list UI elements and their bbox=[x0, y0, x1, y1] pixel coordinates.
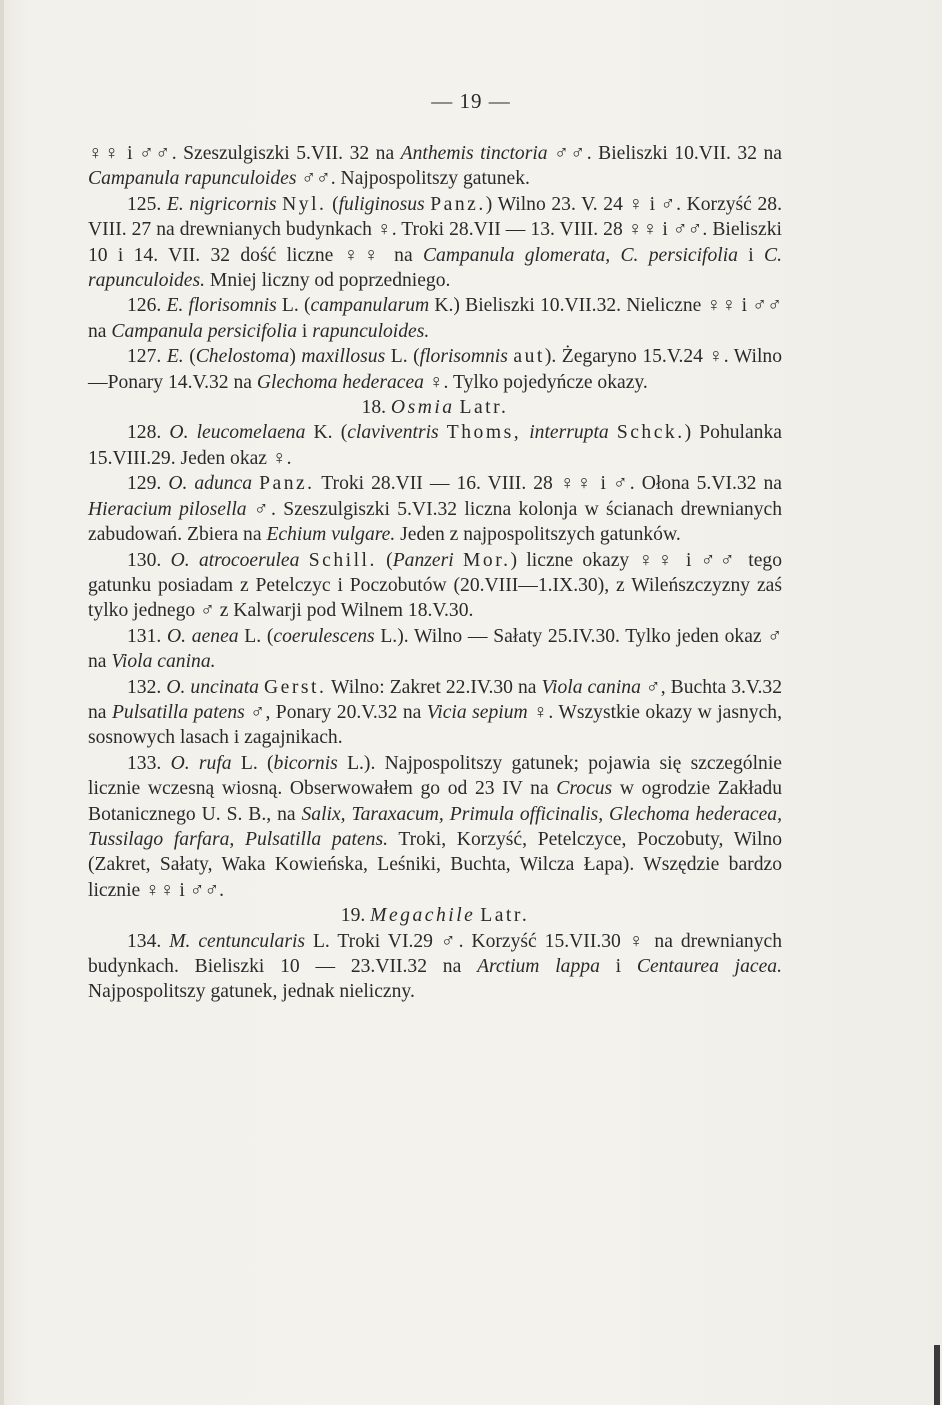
taxon-name: Centaurea jacea. bbox=[636, 956, 782, 977]
species-entry bbox=[88, 293, 782, 344]
text-run: Troki, Korzyść, Petelczyce, Poczobuty, Wilno (Zakret, Sałaty, Waka Kowieńska, Leśniki, Buchta, Wilcza Łapa). Wszędzie bardzo licznie ♀♀ i ♂♂. bbox=[88, 828, 782, 901]
text-run: Panz. bbox=[259, 473, 315, 495]
text-run: ) liczne okazy ♀♀ i ♂♂ tego gatunku posiadam z Petelczyc i Poczobutów (20.VIII—1.IX.30), z Wileńszczyzny zaś tylko jednego ♂ z Kalwarji pod Wilnem 18.V.30. bbox=[88, 549, 782, 622]
taxon-name: Campanula rapunculoides bbox=[88, 168, 297, 190]
text-run: L.). Najpospolitszy gatunek; pojawia się szczególnie licznie wczesną wiosną. Obserwowałem go od 23 IV na bbox=[88, 752, 782, 800]
taxon-name: bicornis bbox=[273, 752, 338, 774]
section-heading bbox=[88, 395, 782, 420]
text-run: Latr. bbox=[480, 905, 530, 927]
taxon-name: O. leucomelaena bbox=[169, 422, 306, 444]
text-run: ) Pohulanka 15.VIII.29. Jeden okaz ♀. bbox=[88, 422, 782, 469]
taxon-name: interrupta bbox=[529, 422, 609, 444]
text-run: 133. bbox=[127, 752, 171, 774]
text-run: Thoms, bbox=[446, 422, 522, 444]
text-run: w ogrodzie Zakładu Botanicznego U. S. B., na bbox=[88, 778, 782, 825]
taxon-name: C. rapunculoides. bbox=[88, 244, 782, 292]
taxon-name: campanularum bbox=[310, 295, 430, 317]
taxon-name: O. rufa bbox=[170, 752, 232, 774]
text-run: L. ( bbox=[238, 625, 274, 647]
text-run: L. ( bbox=[276, 295, 311, 317]
text-run bbox=[609, 422, 617, 443]
text-run: Nyl. bbox=[282, 193, 327, 215]
text-run: K. ( bbox=[305, 422, 348, 444]
taxon-name: maxillosus bbox=[301, 346, 386, 368]
text-run: 126. bbox=[127, 295, 167, 317]
text-run: 134. bbox=[127, 930, 170, 952]
text-run: 132. bbox=[127, 676, 167, 698]
taxon-name: fuliginosus bbox=[338, 193, 425, 215]
species-entry bbox=[88, 929, 782, 1005]
text-run: 131. bbox=[127, 625, 168, 647]
text-run: 127. bbox=[127, 346, 167, 368]
text-run: Panz. bbox=[430, 193, 486, 215]
taxon-name: claviventris bbox=[347, 422, 439, 444]
taxon-name: florisomnis bbox=[419, 346, 508, 368]
species-entry bbox=[88, 141, 782, 192]
taxon-name: rapunculoides. bbox=[312, 320, 430, 342]
text-run: ♀. Wszystkie okazy w jasnych, sosnowych lasach i zagajnikach. bbox=[88, 701, 782, 749]
text-run: Schck. bbox=[616, 422, 685, 444]
text-run: L.). Wilno — Sałaty 25.IV.30. Tylko jeden okaz ♂ na bbox=[88, 625, 783, 673]
text-run: Latr. bbox=[459, 397, 509, 419]
taxon-name: Campanula persicifolia bbox=[111, 320, 298, 342]
page-number: — 19 — bbox=[431, 89, 511, 113]
text-run: L. ( bbox=[231, 752, 274, 774]
text-run: ♀♀ i ♂♂. Szeszulgiszki 5.VII. 32 na bbox=[88, 143, 401, 164]
taxon-name: coerulescens bbox=[273, 625, 375, 647]
text-run: 125. bbox=[127, 193, 167, 215]
text-run: 130. bbox=[127, 549, 171, 571]
taxon-name: E. florisomnis bbox=[166, 295, 277, 317]
text-run: K.) Bieliszki 10.VII.32. Nieliczne ♀♀ i ♂♂ na bbox=[88, 295, 782, 342]
text-run: 129. bbox=[127, 473, 169, 495]
species-entry bbox=[88, 344, 782, 395]
taxon-name: E. bbox=[166, 346, 184, 368]
species-entry bbox=[88, 675, 782, 751]
taxon-name: Crocus bbox=[556, 778, 613, 800]
taxon-name: Campanula glomerata, C. persicifolia bbox=[422, 244, 738, 266]
taxon-name: Vicia sepium bbox=[426, 701, 528, 723]
section-heading bbox=[88, 903, 782, 928]
text-run bbox=[299, 550, 308, 571]
text-run: ( bbox=[376, 549, 393, 571]
text-run: aut bbox=[513, 346, 545, 368]
taxon-name: M. centuncularis bbox=[169, 930, 306, 952]
text-run: Schill. bbox=[308, 549, 377, 571]
scan-edge-mark bbox=[934, 1345, 940, 1405]
taxon-name: O. aenea bbox=[167, 625, 239, 647]
text-run: ♀. Tylko pojedyńcze okazy. bbox=[423, 371, 648, 393]
taxon-name: Hieracium pilosella bbox=[88, 498, 247, 520]
species-entry bbox=[88, 471, 782, 547]
taxon-name: Pulsatilla patens bbox=[111, 701, 245, 723]
taxon-name: E. nigricornis bbox=[166, 193, 277, 215]
text-run: ) bbox=[289, 346, 302, 368]
taxon-name: Arctium lappa bbox=[477, 956, 600, 977]
species-entry bbox=[88, 420, 782, 471]
text-run: Gerst. bbox=[264, 676, 327, 698]
taxon-name: Megachile bbox=[370, 905, 476, 927]
taxon-name: O. adunca bbox=[168, 473, 253, 495]
taxon-name: Panzeri bbox=[392, 549, 454, 571]
text-run: Najpospolitszy gatunek, jednak nieliczny. bbox=[88, 981, 415, 1003]
text-run bbox=[521, 422, 529, 443]
text-run: ). Żegaryno 15.V.24 ♀. Wilno—Ponary 14.V.32 na bbox=[88, 346, 782, 393]
species-entry bbox=[88, 548, 782, 624]
text-run: Mniej liczny od poprzedniego. bbox=[205, 270, 451, 292]
text-run: ) Wilno 23. V. 24 ♀ i ♂. Korzyść 28. VIII. 27 na drewnianych budynkach ♀. Troki 28.VII — 13. VIII. 28 ♀♀ i ♂♂. Bieliszki 10 i 14. VII. 32 dość liczne ♀♀ na bbox=[88, 193, 783, 266]
text-run: Wilno: Zakret 22.IV.30 na bbox=[326, 676, 542, 698]
text-run bbox=[439, 422, 447, 443]
text-run: 128. bbox=[127, 422, 170, 444]
text-run: Mor. bbox=[462, 549, 511, 571]
taxon-name: Osmia bbox=[390, 397, 455, 419]
text-run: Jeden z najpospolitszych gatunków. bbox=[395, 524, 681, 546]
text-run bbox=[454, 550, 463, 571]
binding-shadow bbox=[0, 0, 4, 1405]
text-run: i bbox=[599, 956, 637, 977]
taxon-name: Viola canina. bbox=[111, 651, 216, 673]
text-run: ♂, Ponary 20.V.32 na bbox=[244, 701, 427, 723]
text-run: ♂, Buchta 3.V.32 na bbox=[88, 676, 783, 723]
text-run: L. ( bbox=[385, 346, 420, 368]
taxon-name: Salix, Taraxacum, Primula officinalis, Glechoma hederacea, Tussilago farfara, Pulsatilla patens. bbox=[88, 803, 782, 850]
text-run: i bbox=[297, 320, 313, 342]
text-run: L. Troki VI.29 ♂. Korzyść 15.VII.30 ♀ na drewnianych budynkach. Bieliszki 10 — 23.VII.32 na bbox=[88, 930, 783, 977]
species-entry bbox=[88, 192, 782, 294]
species-entry bbox=[88, 751, 782, 903]
taxon-name: Anthemis tinctoria bbox=[400, 143, 548, 164]
taxon-name: Echium vulgare. bbox=[266, 524, 396, 546]
species-entry bbox=[88, 624, 782, 675]
taxon-name: Glechoma hederacea bbox=[256, 371, 424, 393]
taxon-name: Viola canina bbox=[541, 676, 641, 698]
taxon-name: Chelostoma bbox=[195, 346, 290, 368]
text-run: 18. bbox=[361, 397, 391, 419]
text-run: Troki 28.VII — 16. VIII. 28 ♀♀ i ♂. Ołona 5.VI.32 na bbox=[314, 473, 782, 495]
text-run: i bbox=[737, 244, 765, 266]
taxon-name: O. atrocoerulea bbox=[170, 549, 300, 571]
text-run: ♂♂. Najpospolitszy gatunek. bbox=[296, 168, 530, 190]
text-run: ♂♂. Bieliszki 10.VII. 32 na bbox=[547, 143, 782, 164]
text-run: ( bbox=[326, 193, 339, 215]
taxon-name: O. uncinata bbox=[166, 676, 259, 698]
text-run: 19. bbox=[340, 905, 371, 927]
text-run: ♂. Szeszulgiszki 5.VI.32 liczna kolonja w ścianach drewnianych zabudowań. Zbiera na bbox=[88, 498, 783, 546]
text-run: ( bbox=[183, 346, 196, 368]
body-text bbox=[88, 141, 782, 1005]
